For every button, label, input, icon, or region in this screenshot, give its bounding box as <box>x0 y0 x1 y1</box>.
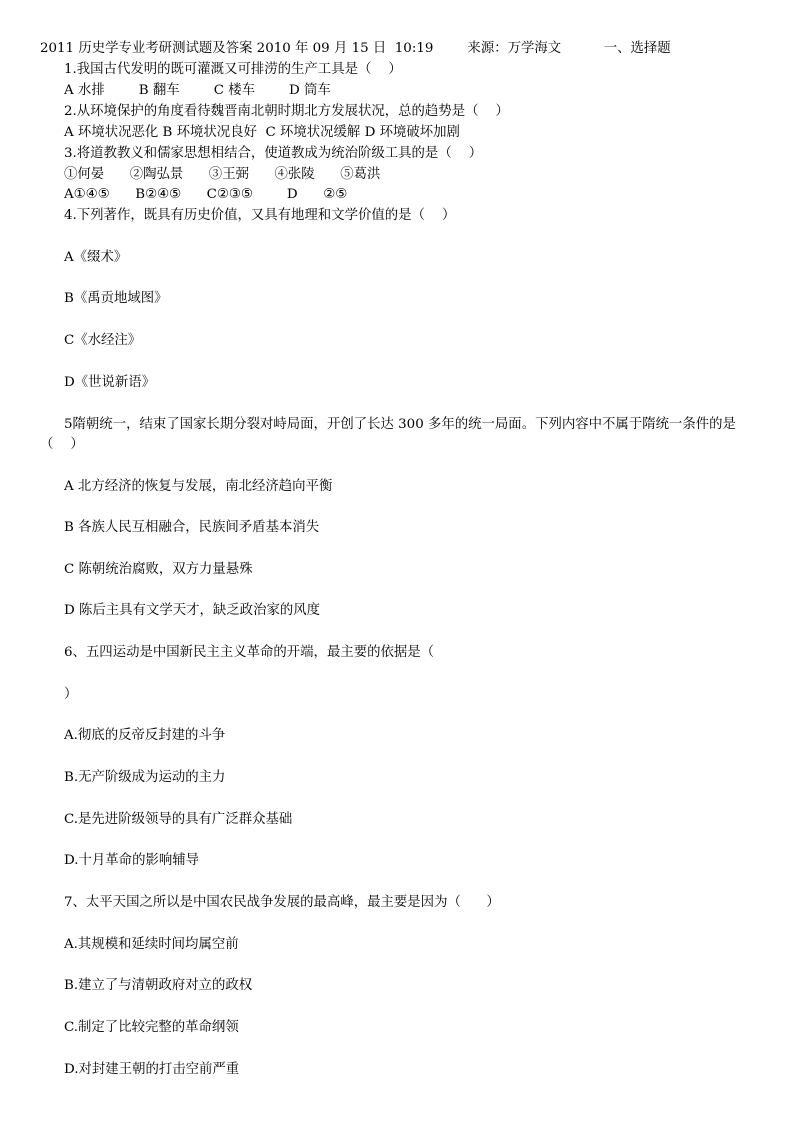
question-6-option-d: D.十月革命的影响辅导 <box>64 853 200 868</box>
question-6-stem-continued: ） <box>64 687 78 702</box>
question-7-option-d: D.对封建王朝的打击空前严重 <box>64 1062 240 1077</box>
question-4-option-d: D《世说新语》 <box>64 375 156 390</box>
question-6-option-c: C.是先进阶级领导的具有广泛群众基础 <box>64 812 293 827</box>
question-5-option-a: A 北方经济的恢复与发展，南北经济趋向平衡 <box>64 479 333 494</box>
question-7-option-a: A.其规模和延续时间均属空前 <box>64 937 239 952</box>
question-2-options: A 环境状况恶化 B 环境状况良好 C 环境状况缓解 D 环境破坏加剧 <box>64 125 460 140</box>
question-7-option-c: C.制定了比较完整的革命纲领 <box>64 1020 239 1035</box>
question-6-stem: 6、五四运动是中国新民主主义革命的开端，最主要的依据是（ <box>64 645 435 660</box>
question-5-stem: 5隋朝统一，结束了国家长期分裂对峙局面，开创了长达 300 多年的统一局面。下列内容中不属于隋统一条件的是 <box>64 417 736 432</box>
question-5-option-c: C 陈朝统治腐败，双方力量悬殊 <box>64 562 253 577</box>
question-2-stem: 2.从环境保护的角度看待魏晋南北朝时期北方发展状况，总的趋势是（ ） <box>64 104 509 119</box>
document-header: 2011 历史学专业考研测试题及答案 2010 年 09 月 15 日 10:19 来源：万学海文 一、选择题 <box>40 41 671 56</box>
question-6-option-a: A.彻底的反帝反封建的斗争 <box>64 728 226 743</box>
question-4-stem: 4.下列著作，既具有历史价值，又具有地理和文学价值的是（ ） <box>64 208 456 223</box>
question-3-options: A①④⑤ B②④⑤ C②③⑤ D ②⑤ <box>64 187 348 202</box>
question-5-option-b: B 各族人民互相融合，民族间矛盾基本消失 <box>64 520 320 535</box>
question-5-option-d: D 陈后主具有文学天才，缺乏政治家的风度 <box>64 603 321 618</box>
question-4-option-c: C《水经注》 <box>64 333 142 348</box>
question-1-options: A 水排 B 翻车 C 楼车 D 筒车 <box>64 83 331 98</box>
question-7-option-b: B.建立了与清朝政府对立的政权 <box>64 978 253 993</box>
question-3-stem: 3.将道教教义和儒家思想相结合，使道教成为统治阶级工具的是（ ） <box>64 146 483 161</box>
question-5-stem-continued: （ ） <box>40 437 84 452</box>
question-1-stem: 1.我国古代发明的既可灌溉又可排涝的生产工具是（ ） <box>64 62 402 77</box>
question-4-option-b: B《禹贡地域图》 <box>64 291 168 306</box>
question-6-option-b: B.无产阶级成为运动的主力 <box>64 770 226 785</box>
question-4-option-a: A《缀术》 <box>64 250 128 265</box>
question-3-choices: ①何晏 ②陶弘景 ③王弼 ④张陵 ⑤葛洪 <box>64 167 381 182</box>
question-7-stem: 7、太平天国之所以是中国农民战争发展的最高峰，最主要是因为（ ） <box>64 895 500 910</box>
